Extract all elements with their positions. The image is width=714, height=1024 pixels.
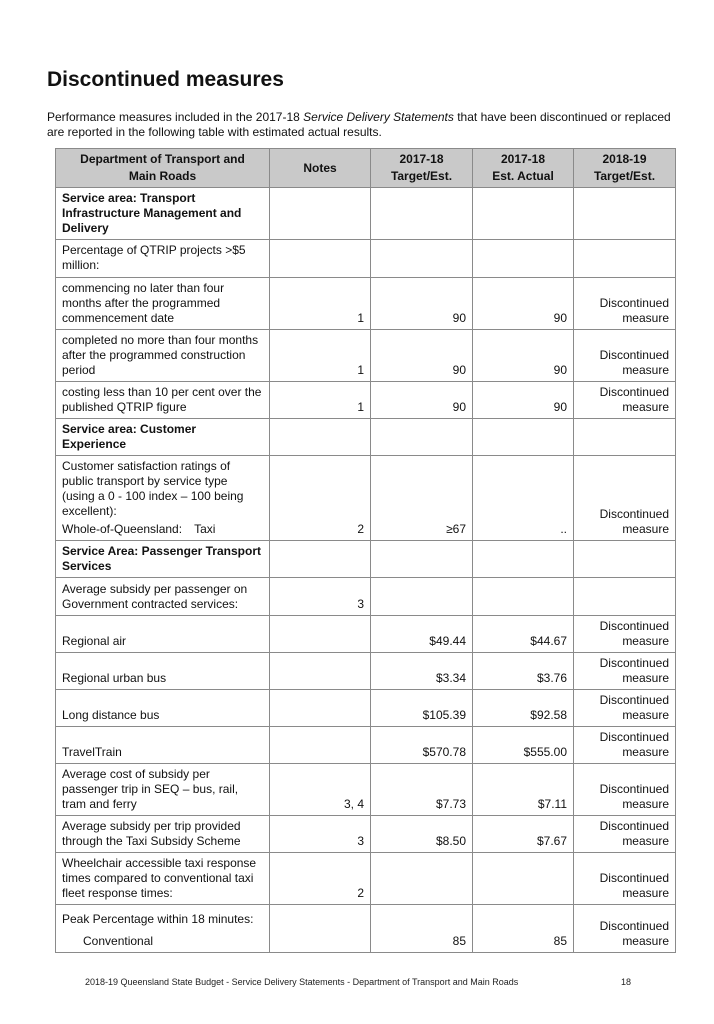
intro-text-before: Performance measures included in the 2017-18 — [47, 110, 304, 124]
row-notes: 3 — [270, 816, 371, 853]
page-footer: 2018-19 Queensland State Budget - Service Delivery Statements - Department of Transport and Main Roads — [85, 977, 519, 987]
sub-label-service: Taxi — [194, 522, 216, 536]
row-notes: 3, 4 — [270, 764, 371, 816]
header-department: Department of Transport and Main Roads — [56, 149, 270, 188]
row-discontinued: Discontinued measure — [574, 616, 676, 653]
intro-paragraph — [47, 110, 677, 140]
row-label: Long distance bus — [56, 690, 270, 727]
table-row — [56, 690, 676, 727]
row-discontinued: Discontinued measure — [574, 278, 676, 330]
row-label: Peak Percentage within 18 minutes: Conventional — [56, 905, 270, 953]
row-label: Customer satisfaction ratings of public transport by service type (using a 0 - 100 index – 100 being excellent): Whole-of-Queensland: Taxi — [56, 456, 270, 541]
row-label: Average subsidy per trip provided through the Taxi Subsidy Scheme — [56, 816, 270, 853]
table-row — [56, 616, 676, 653]
table-row — [56, 653, 676, 690]
table-row — [56, 419, 676, 456]
row-target: 85 — [371, 905, 473, 953]
row-label: completed no more than four months after the programmed construction period — [56, 330, 270, 382]
row-actual: 90 — [473, 330, 574, 382]
row-label: costing less than 10 per cent over the published QTRIP figure — [56, 382, 270, 419]
page-number: 18 — [621, 977, 632, 987]
table-row — [56, 188, 676, 240]
row-actual: $7.11 — [473, 764, 574, 816]
row-label: commencing no later than four months after the programmed commencement date — [56, 278, 270, 330]
table-row — [56, 578, 676, 616]
row-target: $8.50 — [371, 816, 473, 853]
row-discontinued: Discontinued measure — [574, 853, 676, 905]
table-row — [56, 905, 676, 953]
row-actual: $3.76 — [473, 653, 574, 690]
row-discontinued: Discontinued measure — [574, 653, 676, 690]
row-target: $3.34 — [371, 653, 473, 690]
row-notes: 2 — [270, 853, 371, 905]
row-label: Regional air — [56, 616, 270, 653]
table-row — [56, 278, 676, 330]
table-row — [56, 456, 676, 541]
header-notes: Notes — [270, 149, 371, 188]
row-actual: 90 — [473, 382, 574, 419]
row-discontinued: Discontinued measure — [574, 330, 676, 382]
intro-text-italic: Service Delivery Statements — [303, 110, 454, 124]
row-actual: .. — [473, 456, 574, 541]
row-actual: $44.67 — [473, 616, 574, 653]
row-notes: 2 — [270, 456, 371, 541]
row-target: $570.78 — [371, 727, 473, 764]
row-label: Regional urban bus — [56, 653, 270, 690]
row-target: ≥67 — [371, 456, 473, 541]
header-2017-18-actual: 2017-18 Est. Actual — [473, 149, 574, 188]
row-discontinued: Discontinued measure — [574, 690, 676, 727]
row-notes: 1 — [270, 382, 371, 419]
row-actual: 90 — [473, 278, 574, 330]
table-row — [56, 816, 676, 853]
row-actual: $555.00 — [473, 727, 574, 764]
row-target: $7.73 — [371, 764, 473, 816]
row-actual: $7.67 — [473, 816, 574, 853]
page-title: Discontinued measures — [47, 68, 284, 91]
row-discontinued: Discontinued measure — [574, 382, 676, 419]
row-target: 90 — [371, 330, 473, 382]
row-discontinued: Discontinued measure — [574, 727, 676, 764]
sub-label: Conventional — [83, 934, 154, 948]
row-label: Average cost of subsidy per passenger trip in SEQ – bus, rail, tram and ferry — [56, 764, 270, 816]
row-notes: 3 — [270, 578, 371, 616]
row-discontinued: Discontinued measure — [574, 816, 676, 853]
table-row — [56, 330, 676, 382]
row-discontinued: Discontinued measure — [574, 456, 676, 541]
discontinued-measures-table — [55, 148, 676, 953]
section-heading: Service Area: Passenger Transport Services — [56, 541, 270, 578]
table-row — [56, 853, 676, 905]
section-heading: Service area: Customer Experience — [56, 419, 270, 456]
table-row — [56, 240, 676, 278]
row-target: $49.44 — [371, 616, 473, 653]
row-actual: 85 — [473, 905, 574, 953]
table-row — [56, 541, 676, 578]
section-heading: Service area: Transport Infrastructure Management and Delivery — [56, 188, 270, 240]
row-label: Wheelchair accessible taxi response times compared to conventional taxi fleet response times: — [56, 853, 270, 905]
row-label: Average subsidy per passenger on Government contracted services: — [56, 578, 270, 616]
table-row — [56, 764, 676, 816]
row-discontinued: Discontinued measure — [574, 764, 676, 816]
row-target: 90 — [371, 278, 473, 330]
row-target: 90 — [371, 382, 473, 419]
intro-text-after: that have been discontinued or replaced are reported in the following table with estimated actual results. — [47, 110, 671, 139]
row-notes: 1 — [270, 278, 371, 330]
row-notes: 1 — [270, 330, 371, 382]
row-label: TravelTrain — [56, 727, 270, 764]
row-label: Percentage of QTRIP projects >$5 million: — [56, 240, 270, 278]
row-target: $105.39 — [371, 690, 473, 727]
table-header-row — [56, 149, 676, 188]
table-row — [56, 727, 676, 764]
header-2018-19-target: 2018-19 Target/Est. — [574, 149, 676, 188]
row-actual: $92.58 — [473, 690, 574, 727]
row-discontinued: Discontinued measure — [574, 905, 676, 953]
sub-label-region: Whole-of-Queensland: — [62, 522, 183, 536]
header-2017-18-target: 2017-18 Target/Est. — [371, 149, 473, 188]
table-row — [56, 382, 676, 419]
